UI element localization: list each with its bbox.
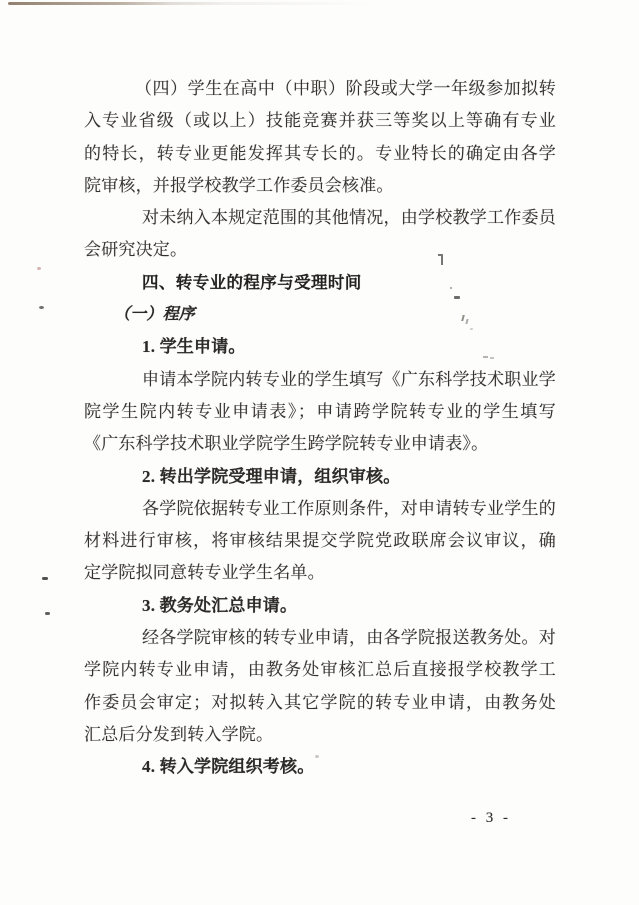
paragraph-line: （四）学生在高中（中职）阶段或大学一年级参加拟转 bbox=[135, 79, 556, 98]
document-body bbox=[84, 73, 556, 784]
step-2-heading: 2. 转出学院受理申请，组织审核。 bbox=[142, 466, 401, 486]
paragraph-line: 入专业省级（或以上）技能竞赛并获三等奖以上等确有专业 bbox=[84, 111, 556, 131]
paragraph-line: 定学院拟同意转专业学生名单。 bbox=[84, 563, 325, 583]
scan-speck bbox=[37, 267, 41, 270]
paragraph-line: 的特长，转专业更能发挥其专长的。专业特长的确定由各学 bbox=[84, 143, 556, 163]
paragraph-line: 院学生院内转专业申请表》；申请跨学院转专业的学生填写 bbox=[84, 401, 556, 421]
section-heading: 四、转专业的程序与受理时间 bbox=[142, 273, 362, 292]
paragraph-line: 《广东科学技术职业学院学生跨学院转专业申请表》。 bbox=[84, 434, 489, 454]
paragraph-line: 材料进行审核，将审核结果提交学院党政联席会议审议，确 bbox=[84, 531, 556, 551]
paragraph-line: 学院内转专业申请，由教务处审核汇总后直接报学校教学工 bbox=[84, 660, 556, 680]
paragraph-line: 对未纳入本规定范围的其他情况，由学校教学工作委员 bbox=[142, 208, 556, 228]
paragraph-line: 作委员会审定；对拟转入其它学院的转专业申请，由教务处 bbox=[84, 692, 556, 712]
scan-speck bbox=[45, 612, 50, 615]
scan-speck bbox=[42, 577, 48, 580]
page-number: - 3 - bbox=[471, 810, 511, 826]
scan-edge-artifact bbox=[8, 2, 373, 5]
paragraph-line: 院审核，并报学校教学工作委员会核准。 bbox=[84, 175, 394, 195]
paragraph-line: 会研究决定。 bbox=[84, 240, 188, 260]
paragraph-line: 申请本学院内转专业的学生填写《广东科学技术职业学 bbox=[142, 369, 556, 389]
step-1-heading: 1. 学生申请。 bbox=[142, 337, 246, 357]
paragraph-line: 各学院依据转专业工作原则条件，对申请转专业学生的 bbox=[142, 498, 556, 518]
subsection-heading: （一）程序 bbox=[114, 306, 196, 324]
paragraph-line: 汇总后分发到转入学院。 bbox=[84, 724, 274, 744]
paragraph-line: 经各学院审核的转专业申请，由各学院报送教务处。对 bbox=[142, 628, 556, 648]
scan-speck bbox=[39, 306, 44, 309]
step-4-heading: 4. 转入学院组织考核。 bbox=[142, 757, 315, 777]
step-3-heading: 3. 教务处汇总申请。 bbox=[142, 595, 298, 615]
